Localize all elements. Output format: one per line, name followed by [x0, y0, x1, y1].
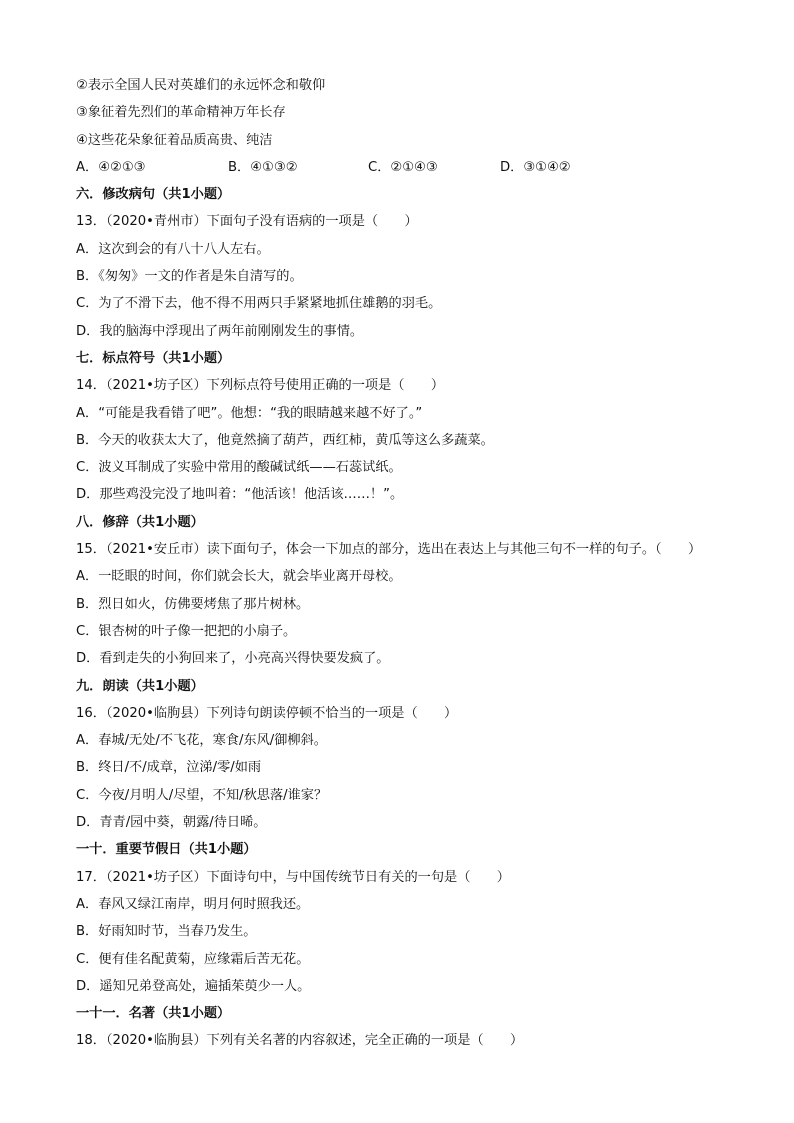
option-line: ④这些花朵象征着品质高贵、纯洁: [76, 132, 273, 148]
option-a: A．“可能是我看错了吧”。他想：“我的眼睛越来越不好了。”: [76, 405, 423, 421]
section-heading: 九．朗读（共1小题）: [76, 678, 204, 694]
option-d: D．我的脑海中浮现出了两年前刚刚发生的事情。: [76, 323, 364, 339]
option-c: C．便有佳名配黄菊，应缘霜后苦无花。: [76, 951, 310, 967]
question-stem: 18．（2020•临朐县）下列有关名著的内容叙述，完全正确的一项是（ ）: [76, 1033, 524, 1049]
section-heading: 八．修辞（共1小题）: [76, 514, 204, 530]
option-a: A．春城/无处/不飞花，寒食/东风/御柳斜。: [76, 733, 327, 749]
choice-a: A．④②①③: [76, 159, 146, 175]
option-line: ③象征着先烈们的革命精神万年长存: [76, 105, 286, 121]
question-stem: 14．（2021•坊子区）下列标点符号使用正确的一项是（ ）: [76, 378, 445, 394]
option-c: C．波义耳制成了实验中常用的酸碱试纸——石蕊试纸。: [76, 460, 402, 476]
option-d: D．那些鸡没完没了地叫着：“他活该！他活该……！”。: [76, 487, 404, 503]
section-heading: 七．标点符号（共1小题）: [76, 350, 231, 366]
option-b: B．《匆匆》一文的作者是朱自清写的。: [76, 269, 303, 285]
choice-c: C．②①④③: [368, 159, 438, 175]
option-d: D．青青/园中葵，朝露/待日晞。: [76, 815, 267, 831]
option-a: A．一眨眼的时间，你们就会长大，就会毕业离开母校。: [76, 569, 402, 585]
option-d: D．看到走失的小狗回来了，小亮高兴得快要发疯了。: [76, 651, 390, 667]
question-stem: 15．（2021•安丘市）读下面句子，体会一下加点的部分，选出在表达上与其他三句不一样的句子。（ ）: [76, 542, 702, 558]
option-b: B．烈日如火，仿佛要烤焦了那片树林。: [76, 596, 310, 612]
option-c: C．为了不滑下去，他不得不用两只手紧紧地抓住雄鹅的羽毛。: [76, 296, 442, 312]
option-b: B．终日/不/成章，泣涕/零/如雨: [76, 760, 262, 776]
option-b: B．今天的收获太大了，他竟然摘了葫芦，西红柿，黄瓜等这么多蔬菜。: [76, 432, 494, 448]
choice-b: B．④①③②: [228, 159, 298, 175]
option-a: A．春风又绿江南岸，明月何时照我还。: [76, 896, 310, 912]
option-b: B．好雨知时节，当春乃发生。: [76, 924, 257, 940]
question-stem: 17．（2021•坊子区）下面诗句中，与中国传统节日有关的一句是（ ）: [76, 869, 510, 885]
option-line: ②表示全国人民对英雄们的永远怀念和敬仰: [76, 78, 326, 93]
option-d: D．遥知兄弟登高处，遍插茱萸少一人。: [76, 978, 311, 994]
section-heading: 一十．重要节假日（共1小题）: [76, 842, 257, 858]
question-stem: 16．（2020•临朐县）下列诗句朗读停顿不恰当的一项是（ ）: [76, 705, 458, 721]
section-heading: 六．修改病句（共1小题）: [76, 187, 231, 203]
option-c: C．银杏树的叶子像一把把的小扇子。: [76, 623, 297, 639]
choice-d: D．③①④②: [500, 159, 571, 175]
question-stem: 13．（2020•青州市）下面句子没有语病的一项是（ ）: [76, 214, 418, 230]
answer-choices: [76, 154, 794, 181]
option-c: C．今夜/月明人/尽望，不知/秋思落/谁家？: [76, 787, 328, 803]
option-a: A．这次到会的有八十八人左右。: [76, 241, 270, 257]
section-heading: 一十一．名著（共1小题）: [76, 1006, 231, 1022]
